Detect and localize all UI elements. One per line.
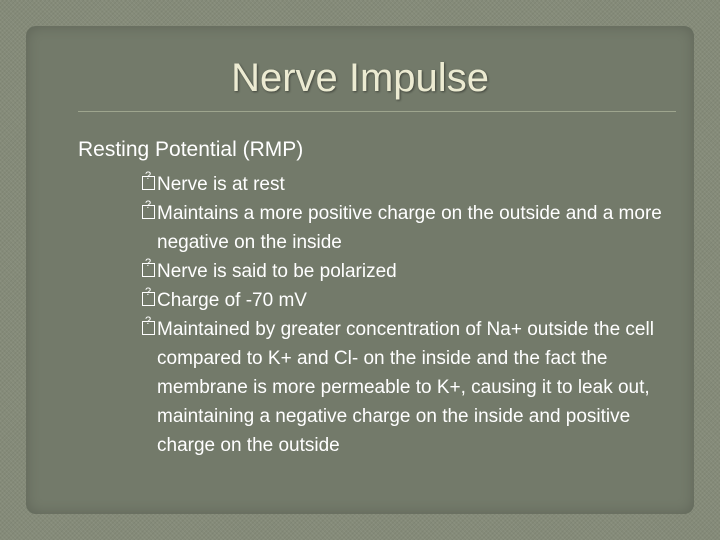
missing-glyph-box-icon (142, 263, 155, 277)
bullet-text: Maintained by greater concentration of Na+ outside the cell compared to K+ and Cl- on the inside and the fact the membrane is more permeable to K+, causing it to leak out, maintaining a negative charge on the inside and positive charge on the outside (157, 319, 654, 456)
bullet-text: Nerve is said to be polarized (157, 261, 397, 282)
bullet-item (142, 199, 688, 257)
bullet-item (142, 170, 688, 199)
bullet-item (142, 257, 688, 286)
slide-body (78, 136, 688, 460)
missing-glyph-box-icon (142, 321, 155, 335)
bullet-text: Nerve is at rest (157, 174, 285, 195)
missing-glyph-box-icon (142, 205, 155, 219)
missing-glyph-box-icon (142, 292, 155, 306)
bullet-item (142, 315, 688, 460)
title-divider (78, 111, 676, 112)
missing-glyph-box-icon (142, 176, 155, 190)
bullet-text: Maintains a more positive charge on the outside and a more negative on the inside (157, 203, 662, 253)
bullet-text: Charge of -70 mV (157, 290, 307, 311)
bullet-list (78, 170, 688, 460)
bullet-item (142, 286, 688, 315)
section-heading: Resting Potential (RMP) (78, 138, 304, 161)
slide-title: Nerve Impulse (231, 56, 489, 100)
